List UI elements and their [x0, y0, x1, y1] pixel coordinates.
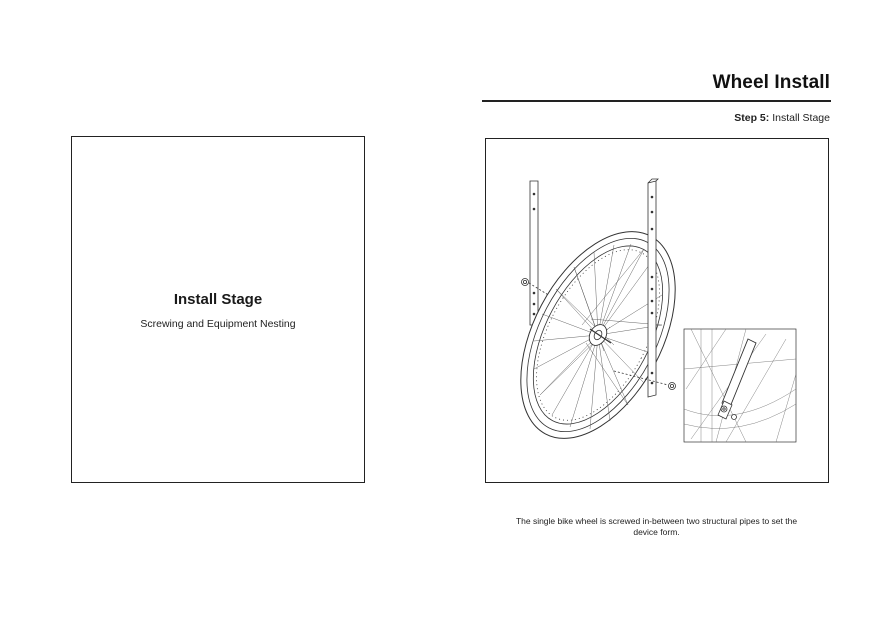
stage-subtitle: Screwing and Equipment Nesting: [140, 318, 296, 330]
stage-title: Install Stage: [173, 291, 263, 308]
title-divider: [482, 100, 831, 102]
detail-inset: [684, 329, 796, 442]
rear-structural-pipe: [530, 181, 538, 325]
step-number: Step 5:: [734, 112, 770, 124]
page-title: Wheel Install: [712, 72, 830, 93]
figure-caption: The single bike wheel is screwed in-between two structural pipes to set the device form.: [515, 516, 798, 537]
step-indicator: [734, 112, 830, 124]
step-name: Install Stage: [772, 112, 830, 124]
bike-wheel: [489, 206, 707, 464]
assembly-illustration: [485, 138, 829, 483]
wheel-assembly-drawing: [486, 139, 829, 483]
cover-panel: [71, 136, 365, 483]
